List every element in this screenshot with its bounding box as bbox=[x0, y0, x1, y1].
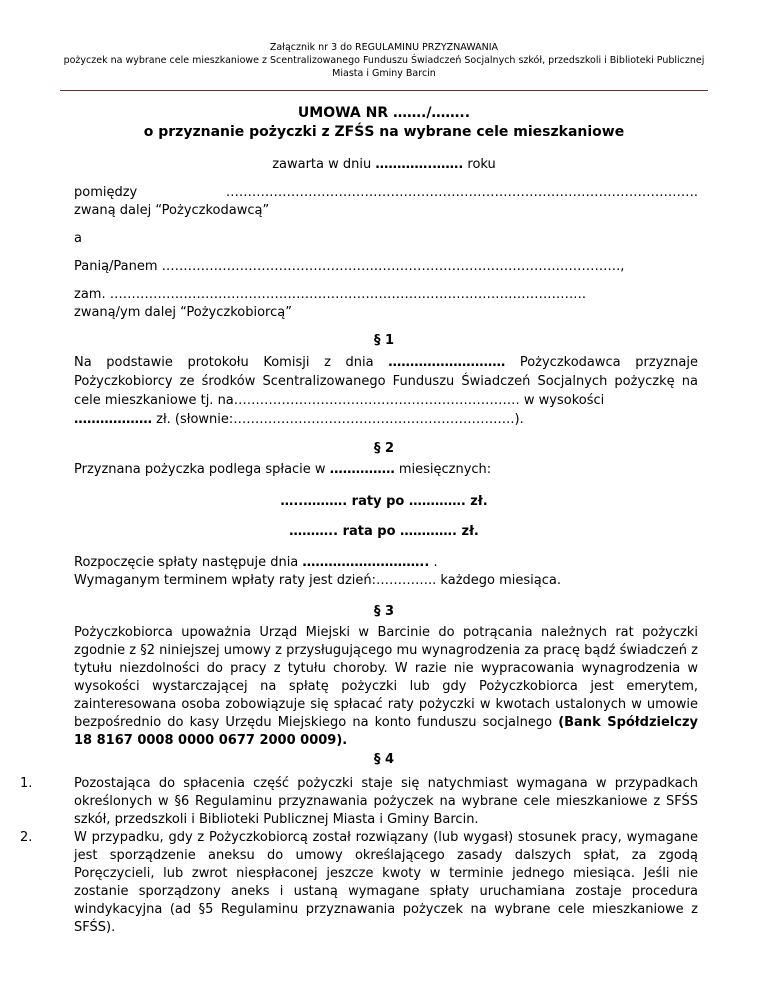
section-3-body bbox=[74, 624, 698, 750]
address-line: zam. ……………………………………………………………….………………………………. bbox=[74, 287, 586, 302]
repayment-due-day: Wymaganym terminem wpłaty raty jest dzień:………….. każdego miesiąca. bbox=[74, 573, 561, 588]
s1-amount-blank: ……………… bbox=[74, 412, 152, 427]
list-item bbox=[0, 829, 698, 937]
borrower-role: zwaną/ym dalej “Pożyczkobiorcą” bbox=[74, 305, 292, 320]
concluded-prefix: zawarta w dniu bbox=[272, 157, 376, 172]
s2-intro-a: Przyznana pożyczka podlega spłacie w bbox=[74, 462, 330, 477]
header-line-1: Załącznik nr 3 do REGULAMINU PRZYZNAWANIA bbox=[269, 42, 499, 53]
title-line-1: UMOWA NR ……./…….. bbox=[297, 105, 471, 121]
s3-text: Pożyczkobiorca upoważnia Urząd Miejski w Barcinie do potrącania należnych rat pożyczki zgodnie z §2 niniejszej umowy z przysługującego mu wynagrodzenia za pracę bądź świadczeń z tytułu niezdolności do pracy z tytułu choroby. W razie nie wypracowania wynagrodzenia w wysokości wystarczającej na spłatę pożyczki lub gdy Pożyczkobiorca jest emerytem, zainteresowana osoba zobowiązuje się spłacać raty pożyczki w kwotach ustalonych w umowie bezpośrednio do kasy Urzędu Miejskiego na konto funduszu socjalnego bbox=[74, 625, 698, 730]
s1-text-c: Pożyczkodawca przyznaje Pożyczkobiorcy ze środków Scentralizowanego Funduszu Świadczeń Socjalnych pożyczkę na cele mieszkaniowe tj. na………………………………………………………… w wysokości bbox=[74, 355, 698, 408]
list-item bbox=[0, 775, 698, 829]
list-item-text: W przypadku, gdy z Pożyczkobiorcą został rozwiązany (lub wygasł) stosunek pracy, wymagane jest sporządzenie aneksu do umowy określającego zasady dalszych spłat, za zgodą Poręczycieli, lub zwrot niespłaconej jeszcze kwoty w terminie jednego miesiąca. Jeśli nie zostanie sporządzony aneks i ustaną wymagane spłaty uruchamiana zostaje procedura windykacyjna (ad §5 Regulaminu przyznawania pożyczek na wybrane cele mieszkaniowe z SFŚS). bbox=[74, 830, 698, 935]
borrower-line: Panią/Panem ………………………………………….……………………….…………….…………., bbox=[74, 259, 625, 274]
section-1-heading: § 1 bbox=[373, 333, 395, 348]
between-line bbox=[74, 184, 698, 202]
section-3-heading: § 3 bbox=[373, 604, 395, 619]
s1-text-e: zł. (słownie:…………………………………………………….….). bbox=[152, 412, 524, 427]
repayment-start bbox=[74, 554, 698, 572]
installments-line-1: …..………. raty po …………. zł. bbox=[280, 494, 488, 509]
lender-role: zwaną dalej “Pożyczkodawcą” bbox=[74, 203, 270, 218]
s2-months-blank: …………… bbox=[329, 462, 395, 477]
concluded-suffix: roku bbox=[463, 157, 496, 172]
s2-start-c: . bbox=[429, 555, 438, 570]
s1-text-a: Na podstawie protokołu Komisji z dnia bbox=[74, 355, 389, 370]
section-2-schedule bbox=[74, 554, 698, 590]
between-blank: ………………………………………………………………………………………………. bbox=[225, 185, 698, 200]
list-item-number: 1. bbox=[20, 776, 33, 791]
concluded-date-line bbox=[0, 157, 768, 172]
between-label: pomiędzy bbox=[74, 185, 138, 200]
installments-line-2: ……….. rata po …………. zł. bbox=[289, 524, 479, 539]
bank-account: (Bank Spółdzielczy 18 8167 0008 0000 0677 2000 0009). bbox=[74, 715, 698, 748]
s2-start-a: Rozpoczęcie spłaty następuje dnia bbox=[74, 555, 303, 570]
document-title bbox=[0, 104, 768, 142]
section-2-heading: § 2 bbox=[373, 441, 395, 456]
header-divider bbox=[60, 90, 708, 91]
s2-start-blank: ……………………….. bbox=[302, 555, 430, 570]
section-2-intro bbox=[74, 461, 698, 479]
section-4-heading: § 4 bbox=[373, 752, 395, 767]
and-word: a bbox=[74, 231, 82, 246]
address-block bbox=[74, 286, 698, 322]
section-1-body bbox=[74, 353, 698, 429]
list-item-text: Pozostająca do spłacenia część pożyczki staje się natychmiast wymagana w przypadkach określonych w §6 Regulaminu przyznawania pożyczek na wybrane cele mieszkaniowe z SFŚS szkół, przedszkoli i Biblioteki Publicznej Miasta i Gminy Barcin. bbox=[74, 776, 698, 827]
list-item-number: 2. bbox=[20, 830, 33, 845]
concluded-date-blank: ………….……. bbox=[375, 157, 464, 172]
s1-date-blank: ……………………… bbox=[388, 355, 506, 370]
document-header bbox=[0, 41, 768, 80]
section-4-list bbox=[0, 775, 698, 937]
title-line-2: o przyznanie pożyczki z ZFŚS na wybrane cele mieszkaniowe bbox=[143, 124, 625, 140]
s2-intro-c: miesięcznych: bbox=[394, 462, 492, 477]
parties-block bbox=[74, 184, 698, 220]
header-line-2: pożyczek na wybrane cele mieszkaniowe z Scentralizowanego Funduszu Świadczeń Socjalnych szkół, przedszkoli i Biblioteki Publicznej Miasta i Gminy Barcin bbox=[63, 55, 705, 79]
